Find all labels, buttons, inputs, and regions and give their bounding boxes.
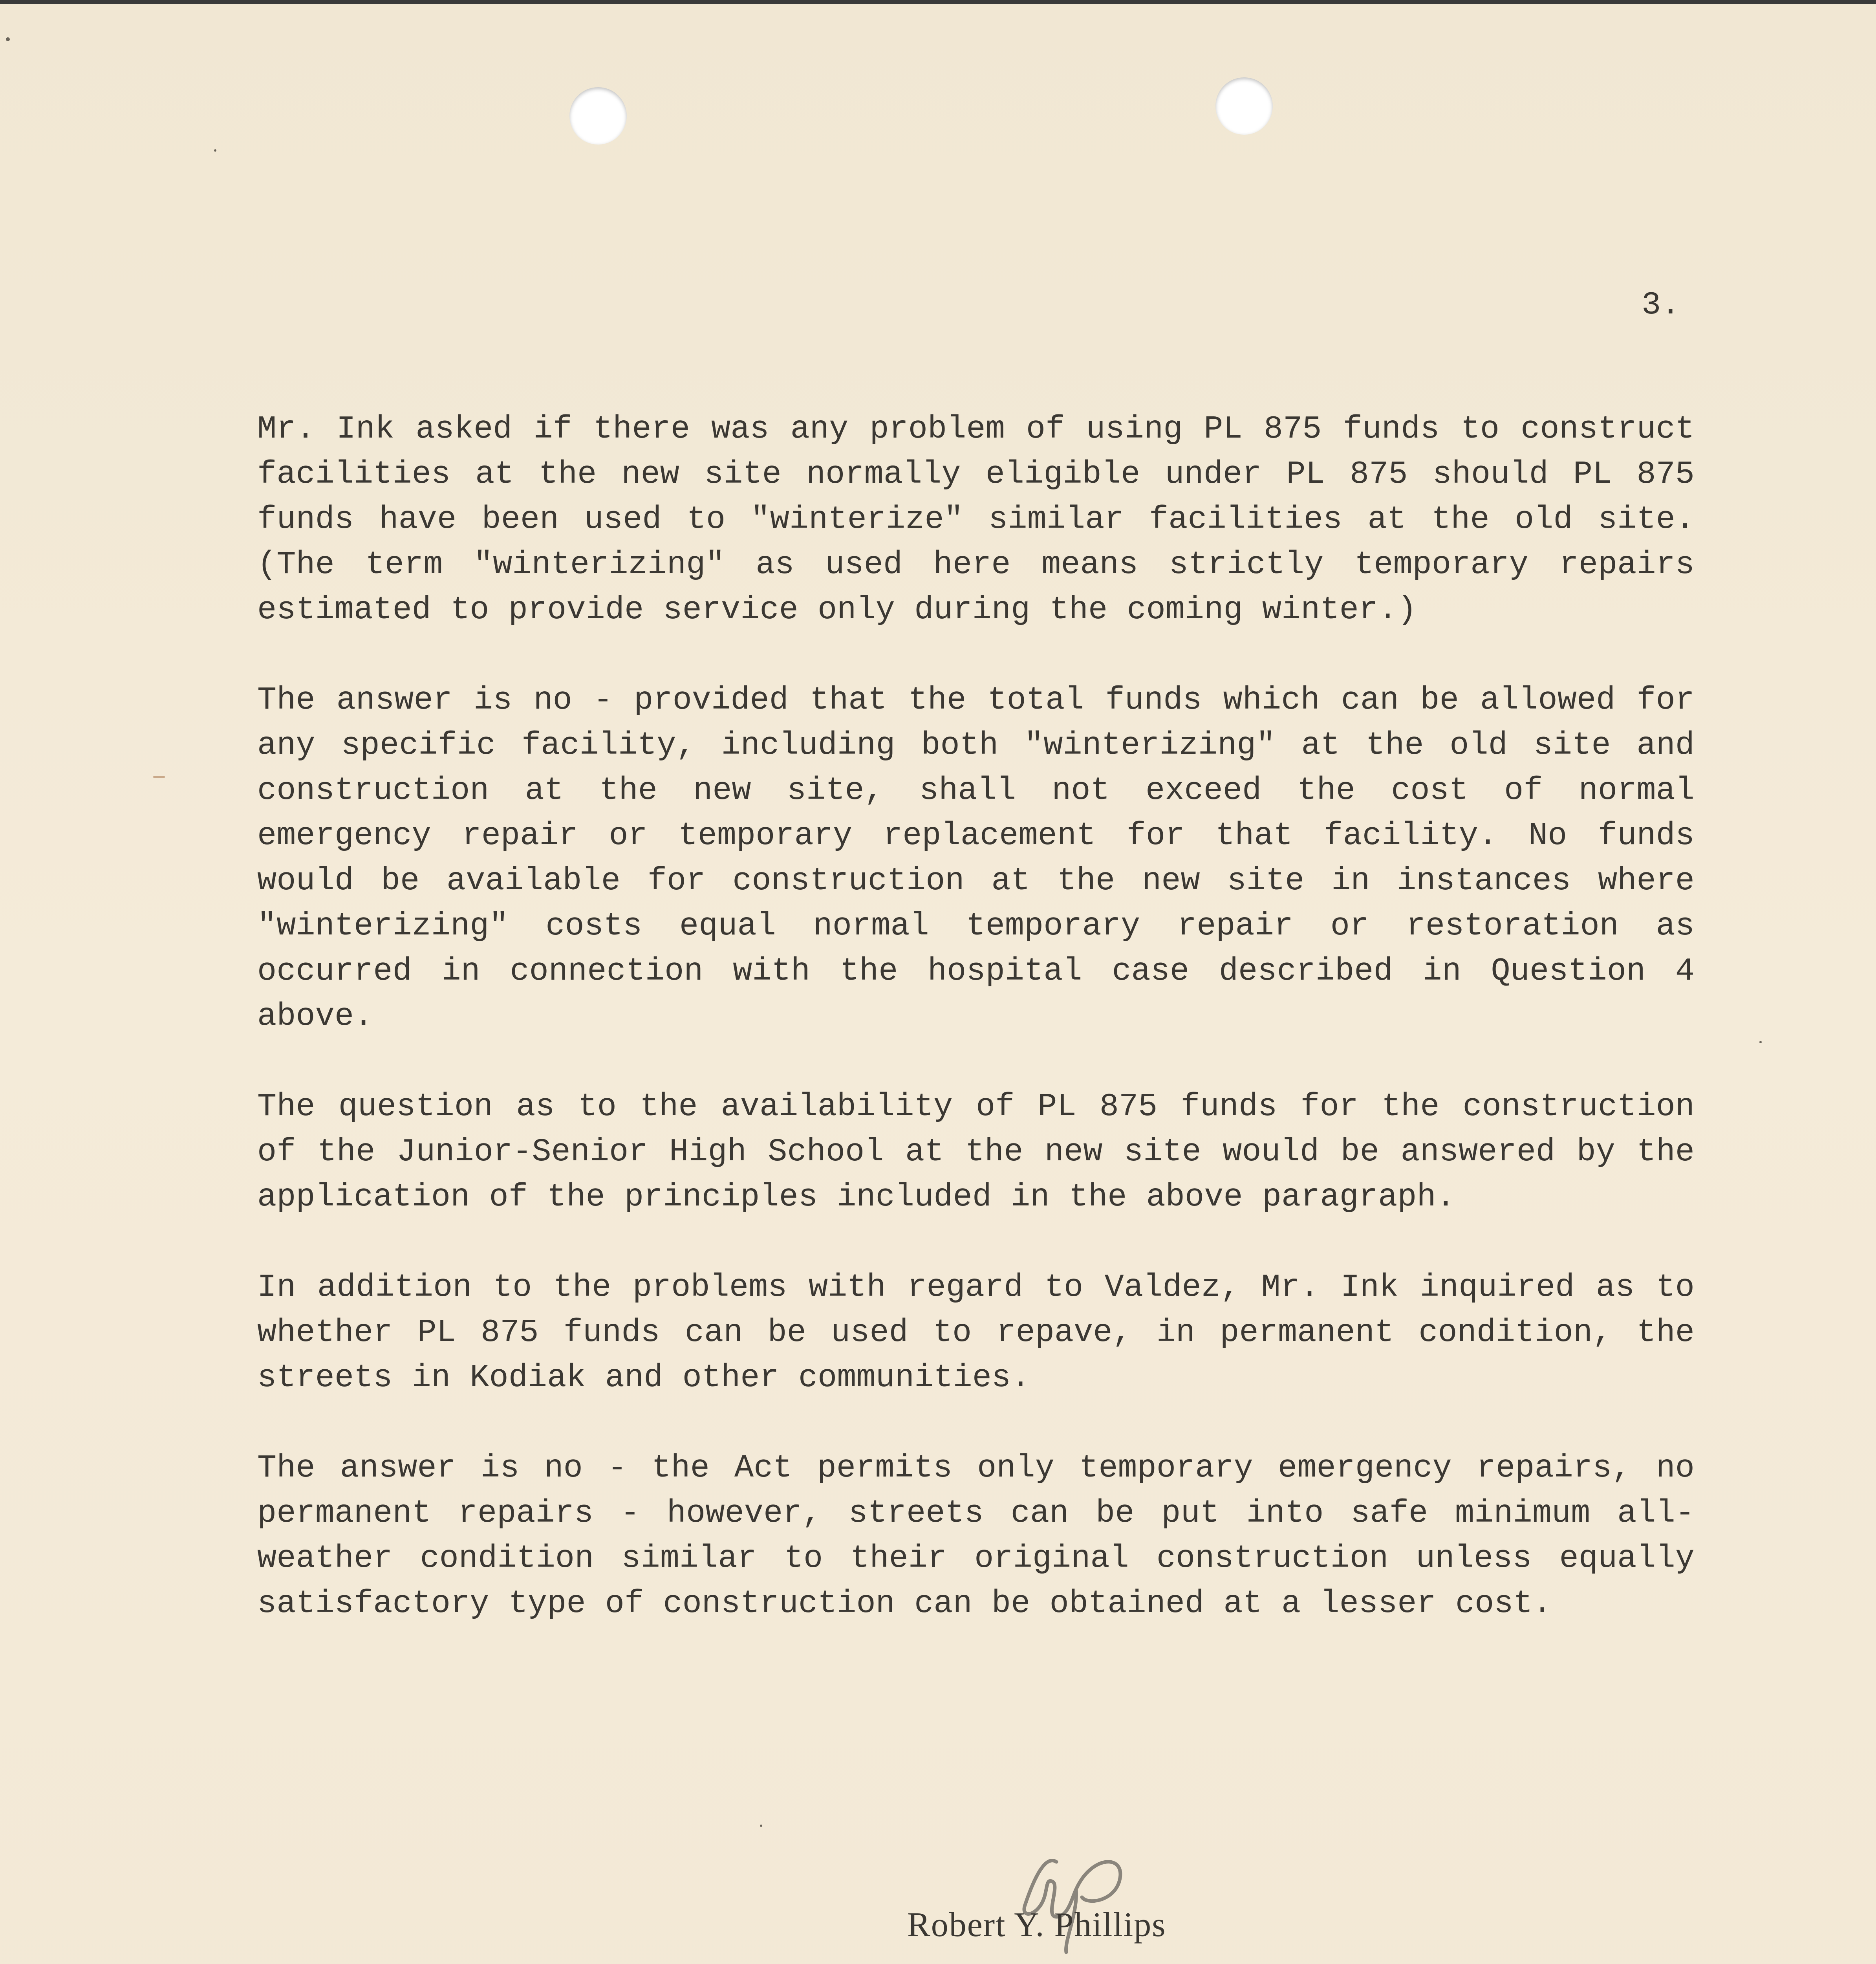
paragraph-winterize-question: Mr. Ink asked if there was any problem of using PL 875 funds to construct facilities at the new site normally eligible under PL 875 should PL 875 funds have been used to "winterize" similar facilities at the old site. (The term "winterizing" as used here means strictly temporary repairs estimated to provide service only during the coming winter.) bbox=[257, 411, 1695, 628]
punch-hole-right bbox=[1215, 77, 1273, 135]
paragraph-repave-answer: The answer is no - the Act permits only temporary emergency repairs, no permanent repairs - however, streets can be put into safe minimum all-weather condition similar to their original construction unless equally satisfactory type of construction can be obtained at a lesser cost. bbox=[257, 1450, 1695, 1622]
paragraph-repave-question: In addition to the problems with regard to Valdez, Mr. Ink inquired as to whether PL 875 funds can be used to repave, in permanent condition, the streets in Kodiak and other communities. bbox=[257, 1269, 1695, 1396]
paragraph-winterize-answer: The answer is no - provided that the total funds which can be allowed for any specific facility, including both "winterizing" at the old site and construction at the new site, shall not exceed the cost of normal emergency repair or temporary replacement for that facility. No funds would be available for construction at the new site in instances where "winterizing" costs equal normal temporary repair or restoration as occurred in connection with the hospital case described in Question 4 above. bbox=[257, 682, 1695, 1035]
scan-top-edge bbox=[0, 0, 1876, 4]
paper-speck bbox=[6, 37, 10, 41]
page-number: 3. bbox=[1642, 287, 1680, 323]
paper-speck bbox=[1759, 1041, 1762, 1043]
signer-name: Robert Y. Phillips bbox=[907, 1906, 1166, 1944]
signature-block bbox=[903, 1838, 1335, 1964]
paper-speck bbox=[214, 149, 216, 152]
punch-hole-left bbox=[569, 87, 627, 145]
paper-speck bbox=[760, 1825, 762, 1827]
letter-body bbox=[257, 407, 1695, 1671]
paper-speck bbox=[153, 776, 165, 778]
paragraph-high-school: The question as to the availability of PL 875 funds for the construction of the Junior-Senior High School at the new site would be answered by the application of the principles included in the above paragraph. bbox=[257, 1088, 1695, 1215]
